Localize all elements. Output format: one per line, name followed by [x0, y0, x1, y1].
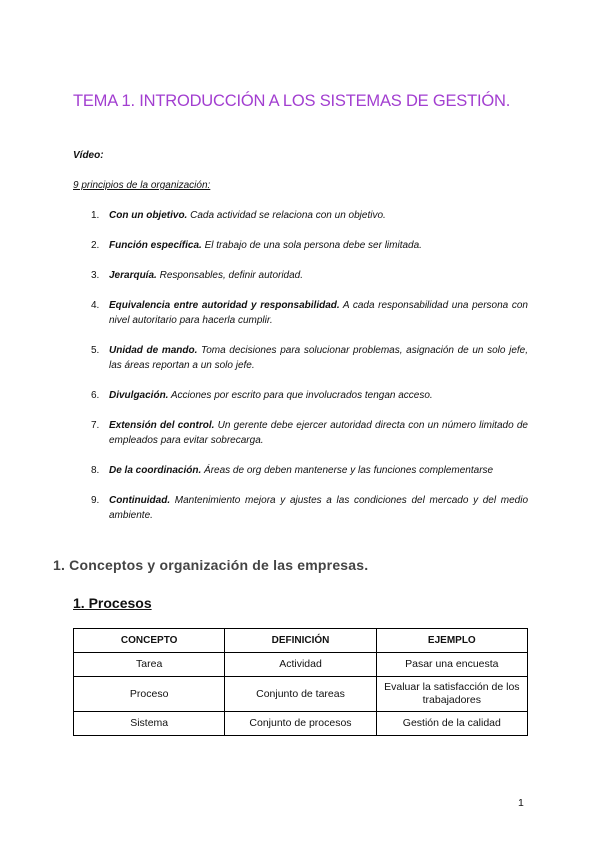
- principle-name: Con un objetivo.: [109, 210, 188, 221]
- list-item-number: 2.: [91, 240, 100, 251]
- principle-name: Unidad de mando.: [109, 345, 198, 356]
- table-cell: Sistema: [74, 712, 225, 736]
- principle-name: Función específica.: [109, 240, 202, 251]
- table-row: [74, 653, 528, 677]
- list-item: [73, 418, 528, 448]
- procesos-table: [73, 628, 528, 736]
- list-item: [73, 463, 528, 478]
- table-row: [74, 712, 528, 736]
- principle-name: Extensión del control.: [109, 420, 215, 431]
- list-item-number: 6.: [91, 390, 100, 401]
- list-item-number: 1.: [91, 210, 100, 221]
- list-item: [73, 493, 528, 523]
- table-cell: Proceso: [74, 677, 225, 712]
- principle-text: Cada actividad se relaciona con un objetivo.: [187, 210, 386, 221]
- document-title: TEMA 1. INTRODUCCIÓN A LOS SISTEMAS DE GESTIÓN.: [73, 92, 511, 110]
- principle-name: De la coordinación.: [109, 465, 202, 476]
- table-header-row: [74, 629, 528, 653]
- principle-text: Un gerente debe ejercer autoridad directa con un número limitado de empleados para evitar sobrecarga.: [109, 420, 528, 446]
- list-item: [73, 208, 528, 223]
- list-item-number: 4.: [91, 300, 100, 311]
- table-cell: Actividad: [225, 653, 376, 677]
- table-cell: Conjunto de tareas: [225, 677, 376, 712]
- table-cell: Gestión de la calidad: [376, 712, 527, 736]
- table-row: [74, 677, 528, 712]
- list-item-number: 7.: [91, 420, 100, 431]
- principle-text: Mantenimiento mejora y ajustes a las condiciones del mercado y del medio ambiente.: [109, 495, 528, 521]
- table-cell: Evaluar la satisfacción de los trabajadores: [376, 677, 527, 712]
- list-item-number: 5.: [91, 345, 100, 356]
- principle-name: Jerarquía.: [109, 270, 157, 281]
- list-item-number: 8.: [91, 465, 100, 476]
- principle-name: Divulgación.: [109, 390, 169, 401]
- list-item: [73, 343, 528, 373]
- section-heading: 1. Conceptos y organización de las empresas.: [53, 557, 369, 573]
- principles-list: [73, 208, 528, 538]
- column-header-ejemplo: EJEMPLO: [376, 629, 527, 653]
- table-cell: Pasar una encuesta: [376, 653, 527, 677]
- list-item: [73, 298, 528, 328]
- principle-text: Acciones por escrito para que involucrados tengan acceso.: [168, 390, 433, 401]
- list-item: [73, 388, 528, 403]
- subsection-heading: 1. Procesos: [73, 595, 152, 611]
- principle-name: Equivalencia entre autoridad y responsabilidad.: [109, 300, 340, 311]
- table-cell: Conjunto de procesos: [225, 712, 376, 736]
- principle-text: Responsables, definir autoridad.: [156, 270, 304, 281]
- list-item: [73, 268, 528, 283]
- video-label: Vídeo:: [73, 150, 104, 161]
- column-header-concepto: CONCEPTO: [74, 629, 225, 653]
- list-item-number: 9.: [91, 495, 100, 506]
- table-cell: Tarea: [74, 653, 225, 677]
- page-number: 1: [518, 797, 524, 809]
- principle-text: Toma decisiones para solucionar problemas, asignación de un solo jefe, las áreas reportan a un solo jefe.: [109, 345, 529, 371]
- list-item-number: 3.: [91, 270, 100, 281]
- principle-text: A cada responsabilidad una persona con nivel autoritario para hacerla cumplir.: [109, 300, 528, 326]
- principle-text: Áreas de org deben mantenerse y las funciones complementarse: [201, 465, 494, 476]
- principle-name: Continuidad.: [109, 495, 171, 506]
- column-header-definicion: DEFINICIÓN: [225, 629, 376, 653]
- principle-text: El trabajo de una sola persona debe ser limitada.: [201, 240, 422, 251]
- list-item: [73, 238, 528, 253]
- principles-heading: 9 principios de la organización:: [73, 180, 211, 191]
